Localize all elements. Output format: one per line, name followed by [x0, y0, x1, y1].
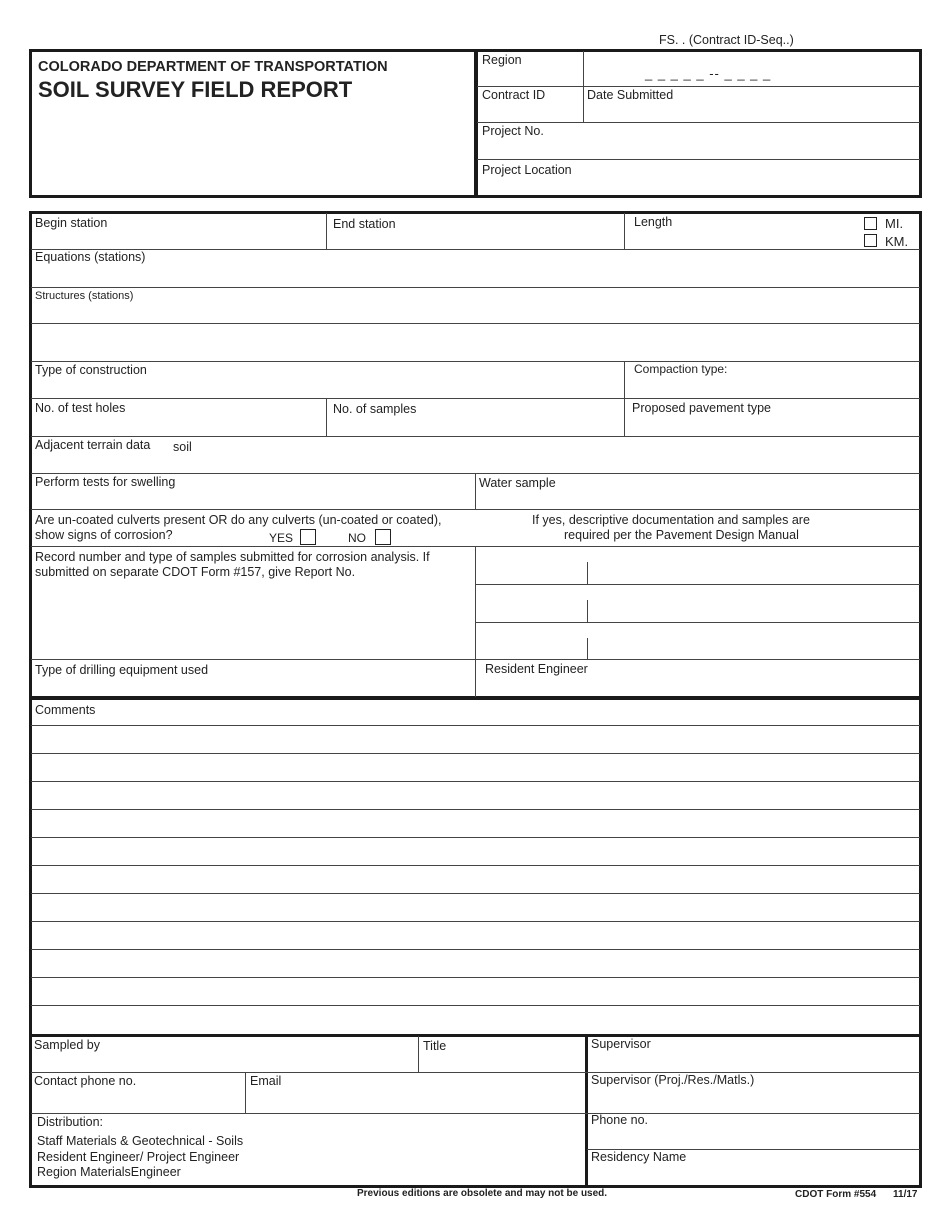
no-checkbox[interactable]	[375, 529, 391, 545]
comment-line	[31, 921, 920, 922]
project-location-label: Project Location	[482, 163, 572, 177]
km-checkbox[interactable]	[864, 234, 877, 247]
agency-name: COLORADO DEPARTMENT OF TRANSPORTATION	[38, 59, 388, 75]
email-label: Email	[250, 1074, 282, 1088]
structures-label: Structures (stations)	[35, 290, 134, 302]
contact-phone-label: Contact phone no.	[34, 1074, 137, 1088]
compaction-type-label: Compaction type:	[634, 362, 728, 376]
equations-label: Equations (stations)	[35, 250, 146, 264]
form-number: CDOT Form #554	[795, 1189, 877, 1200]
test-holes-label: No. of test holes	[35, 401, 126, 415]
comment-line	[31, 753, 920, 754]
culverts-question-line2: show signs of corrosion?	[35, 528, 173, 542]
begin-station-label: Begin station	[35, 216, 108, 230]
residency-name-label: Residency Name	[591, 1150, 687, 1164]
samples-label: No. of samples	[333, 402, 417, 416]
distribution-item-1: Staff Materials & Geotechnical - Soils	[37, 1134, 244, 1148]
project-no-label: Project No.	[482, 124, 544, 138]
resident-engineer-label: Resident Engineer	[485, 662, 588, 676]
comment-line	[31, 809, 920, 810]
date-submitted-label: Date Submitted	[587, 88, 674, 102]
phone-no-label: Phone no.	[591, 1113, 648, 1127]
contract-id-label: Contract ID	[482, 88, 546, 102]
distribution-item-2: Resident Engineer/ Project Engineer	[37, 1150, 240, 1164]
drilling-equipment-label: Type of drilling equipment used	[35, 663, 209, 677]
region-label: Region	[482, 53, 522, 67]
comment-line	[31, 977, 920, 978]
distribution-item-3: Region MaterialsEngineer	[37, 1165, 181, 1179]
obsolete-notice: Previous editions are obsolete and may not be used.	[357, 1188, 608, 1199]
yes-label: YES	[269, 531, 294, 545]
comment-line	[31, 781, 920, 782]
type-of-construction-label: Type of construction	[35, 363, 147, 377]
comments-label: Comments	[35, 703, 96, 717]
sampled-by-label: Sampled by	[34, 1038, 101, 1052]
mi-checkbox[interactable]	[864, 217, 877, 230]
record-samples-line2: submitted on separate CDOT Form #157, give Report No.	[35, 565, 356, 579]
water-sample-label: Water sample	[479, 476, 556, 490]
end-station-label: End station	[333, 217, 396, 231]
adjacent-terrain-label: Adjacent terrain data	[35, 438, 151, 452]
contract-id-blanks[interactable]: _ _ _ _ _ -- _ _ _ _	[645, 66, 772, 81]
culverts-question-line1: Are un-coated culverts present OR do any culverts (un-coated or coated),	[35, 513, 442, 527]
no-label: NO	[348, 531, 366, 545]
km-label: KM.	[885, 234, 909, 249]
comment-line	[31, 725, 920, 726]
record-samples-line1: Record number and type of samples submitted for corrosion analysis. If	[35, 550, 430, 564]
pavement-type-label: Proposed pavement type	[632, 401, 771, 415]
if-yes-note-line1: If yes, descriptive documentation and samples are	[532, 513, 810, 527]
comments-box	[29, 697, 922, 1037]
supervisor-proj-label: Supervisor (Proj./Res./Matls.)	[591, 1073, 755, 1087]
comment-line	[31, 865, 920, 866]
swelling-label: Perform tests for swelling	[35, 475, 176, 489]
mi-label: MI.	[885, 216, 904, 231]
if-yes-note-line2: required per the Pavement Design Manual	[564, 528, 799, 542]
comment-line	[31, 893, 920, 894]
soil-label: soil	[173, 440, 192, 454]
comment-line	[31, 1005, 920, 1006]
distribution-label: Distribution:	[37, 1115, 103, 1129]
form-title: SOIL SURVEY FIELD REPORT	[38, 77, 353, 102]
title-label: Title	[423, 1039, 447, 1053]
contract-id-seq-label: FS. . (Contract ID-Seq..)	[659, 33, 794, 47]
length-label: Length	[634, 215, 673, 229]
yes-checkbox[interactable]	[300, 529, 316, 545]
form-revision: 11/17	[893, 1189, 918, 1200]
comment-line	[31, 837, 920, 838]
supervisor-label: Supervisor	[591, 1037, 651, 1051]
comment-line	[31, 949, 920, 950]
